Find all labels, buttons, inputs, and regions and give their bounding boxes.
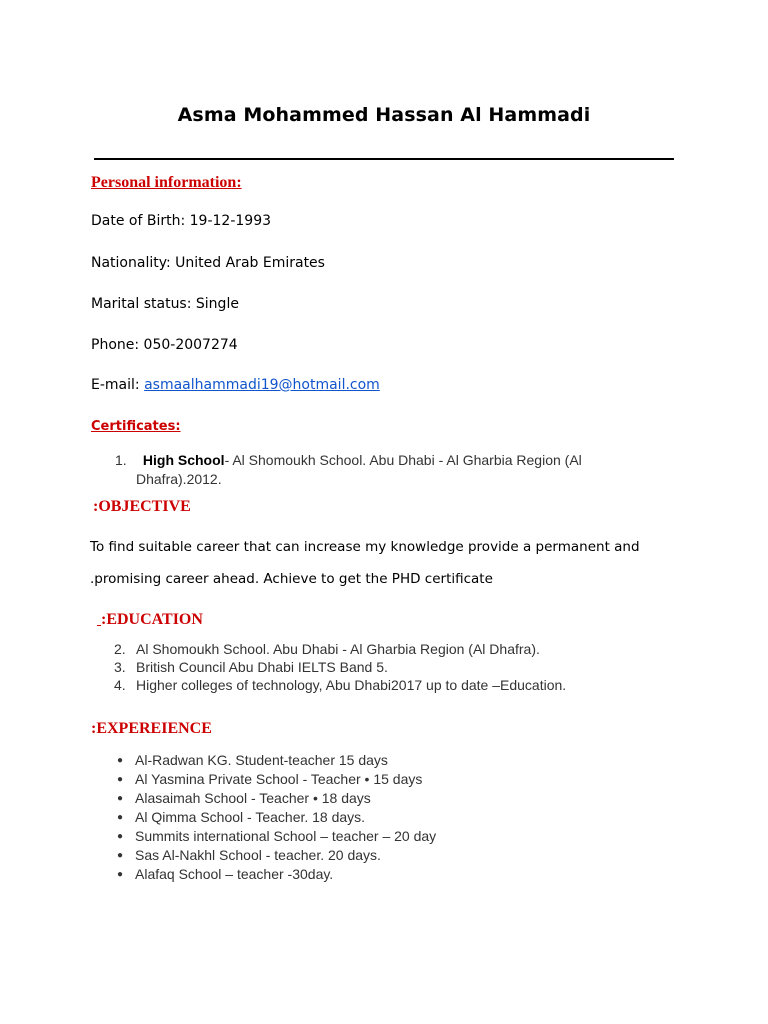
experience-item-text: Summits international School – teacher – 20 day xyxy=(135,828,437,844)
list-number: 2. xyxy=(114,641,126,657)
marital-value: Single xyxy=(195,296,239,312)
experience-item xyxy=(117,790,371,806)
email-label: E-mail: xyxy=(91,377,140,393)
experience-item xyxy=(117,828,436,844)
nationality-field xyxy=(91,255,325,271)
nationality-label: Nationality: xyxy=(91,255,171,271)
bullet-icon: ● xyxy=(117,812,124,823)
dob-value: 19-12-1993 xyxy=(189,213,272,229)
experience-item xyxy=(117,752,388,768)
experience-item-text: Al Qimma School - Teacher. 18 days. xyxy=(135,809,366,825)
experience-item-text: Al Yasmina Private School - Teacher • 15 days xyxy=(135,771,423,787)
certificate-continuation: Dhafra).2012. xyxy=(136,471,222,487)
phone-label: Phone: xyxy=(91,337,140,353)
experience-item-text: Al-Radwan KG. Student-teacher 15 days xyxy=(135,752,388,768)
experience-item xyxy=(117,866,333,882)
objective-heading: :OBJECTIVE xyxy=(93,498,191,515)
list-number: 4. xyxy=(114,677,126,693)
list-number: 1. xyxy=(115,452,127,468)
bullet-icon: ● xyxy=(117,793,124,804)
objective-line-1: To find suitable career that can increase my knowledge provide a permanent and xyxy=(90,539,640,555)
bullet-icon: ● xyxy=(117,831,124,842)
dob-field xyxy=(91,213,271,229)
bullet-icon: ● xyxy=(117,850,124,861)
experience-item-text: Alafaq School – teacher -30day. xyxy=(135,866,334,882)
dob-label: Date of Birth: xyxy=(91,213,186,229)
education-item-text: British Council Abu Dhabi IELTS Band 5. xyxy=(136,659,388,675)
education-heading-text: :EDUCATION xyxy=(101,611,203,628)
education-item-text: Higher colleges of technology, Abu Dhabi2017 up to date –Education. xyxy=(136,677,567,693)
email-field xyxy=(91,377,380,393)
certificate-title: High School xyxy=(142,452,225,468)
objective-line-2: .promising career ahead. Achieve to get the PHD certificate xyxy=(90,571,493,587)
certificate-item xyxy=(115,452,582,468)
personal-info-heading: Personal information: xyxy=(91,174,242,191)
phone-value: 050-2007274 xyxy=(143,337,238,353)
experience-item-text: Sas Al-Nakhl School - teacher. 20 days. xyxy=(135,847,381,863)
experience-item xyxy=(117,809,365,825)
education-item xyxy=(114,677,566,693)
education-item xyxy=(114,659,388,675)
education-item-text: Al Shomoukh School. Abu Dhabi - Al Gharbia Region (Al Dhafra). xyxy=(136,641,540,657)
certificate-detail: - Al Shomoukh School. Abu Dhabi - Al Gharbia Region (Al xyxy=(224,452,582,468)
experience-item xyxy=(117,847,381,863)
bullet-icon: ● xyxy=(117,755,124,766)
bullet-icon: ● xyxy=(117,869,124,880)
marital-field xyxy=(91,296,239,312)
education-heading xyxy=(97,611,203,629)
experience-item-text: Alasaimah School - Teacher • 18 days xyxy=(135,790,371,806)
phone-field xyxy=(91,337,238,353)
list-number: 3. xyxy=(114,659,126,675)
education-item xyxy=(114,641,540,657)
bullet-icon: ● xyxy=(117,774,124,785)
experience-item xyxy=(117,771,422,787)
nationality-value: United Arab Emirates xyxy=(175,255,325,271)
certificates-heading: Certificates: xyxy=(91,419,181,434)
email-link[interactable]: asmaalhammadi19@hotmail.com xyxy=(144,377,380,393)
experience-heading: :EXPEREIENCE xyxy=(91,720,212,737)
marital-label: Marital status: xyxy=(91,296,192,312)
candidate-name: Asma Mohammed Hassan Al Hammadi xyxy=(177,104,591,126)
title-underline-rule xyxy=(94,158,674,160)
